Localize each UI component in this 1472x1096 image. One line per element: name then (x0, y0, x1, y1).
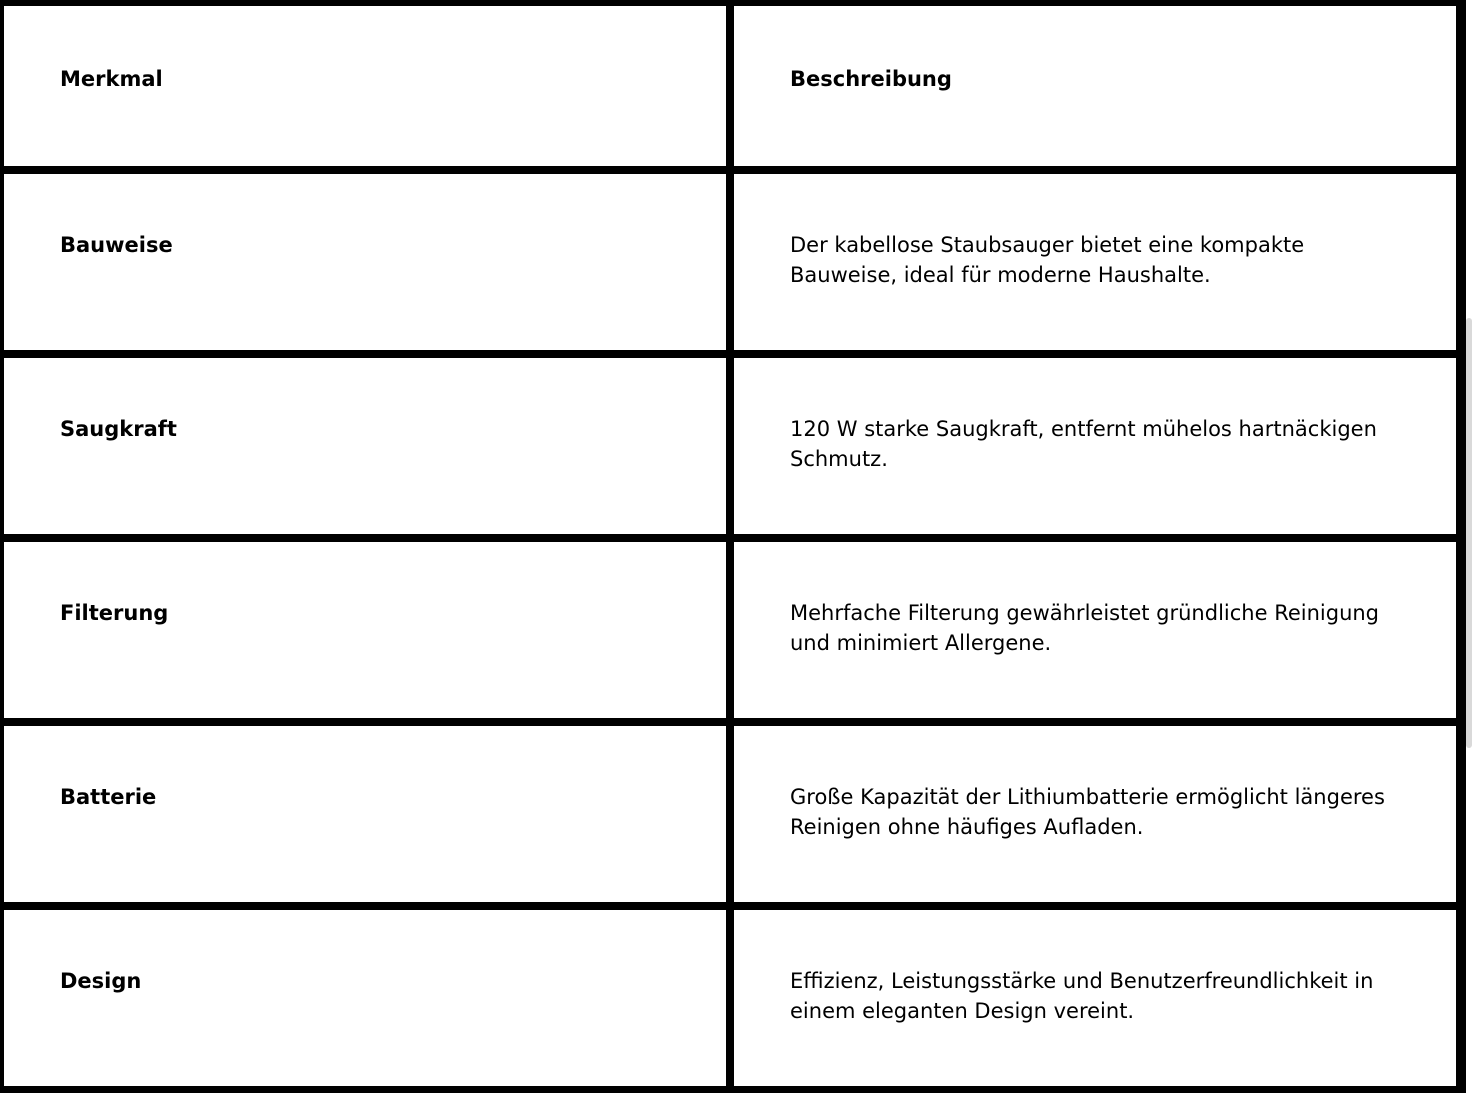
feature-label: Saugkraft (60, 417, 177, 441)
header-label-feature: Merkmal (60, 67, 163, 91)
description-text: Effizienz, Leistungsstärke und Benutzerfreundlichkeit in einem eleganten Design vereint. (790, 969, 1374, 1023)
feature-label: Filterung (60, 601, 169, 625)
description-cell-design (734, 910, 1456, 1086)
feature-cell-saugkraft (4, 358, 726, 534)
feature-cell-filterung (4, 542, 726, 718)
description-text: 120 W starke Saugkraft, entfernt mühelos hartnäckigen Schmutz. (790, 417, 1377, 471)
feature-label: Design (60, 969, 142, 993)
description-text: Mehrfache Filterung gewährleistet gründliche Reinigung und minimiert Allergene. (790, 601, 1380, 655)
description-text: Große Kapazität der Lithiumbatterie ermöglicht längeres Reinigen ohne häufiges Aufladen. (790, 785, 1385, 839)
description-cell-filterung (734, 542, 1456, 718)
header-label-description: Beschreibung (790, 67, 952, 91)
feature-label: Batterie (60, 785, 157, 809)
feature-label: Bauweise (60, 233, 173, 257)
description-cell-bauweise (734, 174, 1456, 350)
feature-cell-design (4, 910, 726, 1086)
scrollbar-thumb[interactable] (1466, 318, 1472, 748)
feature-cell-batterie (4, 726, 726, 902)
description-cell-batterie (734, 726, 1456, 902)
description-cell-saugkraft (734, 358, 1456, 534)
feature-cell-bauweise (4, 174, 726, 350)
header-cell-description (734, 6, 1456, 166)
description-text: Der kabellose Staubsauger bietet eine kompakte Bauweise, ideal für moderne Haushalte. (790, 233, 1305, 287)
header-cell-feature (4, 6, 726, 166)
